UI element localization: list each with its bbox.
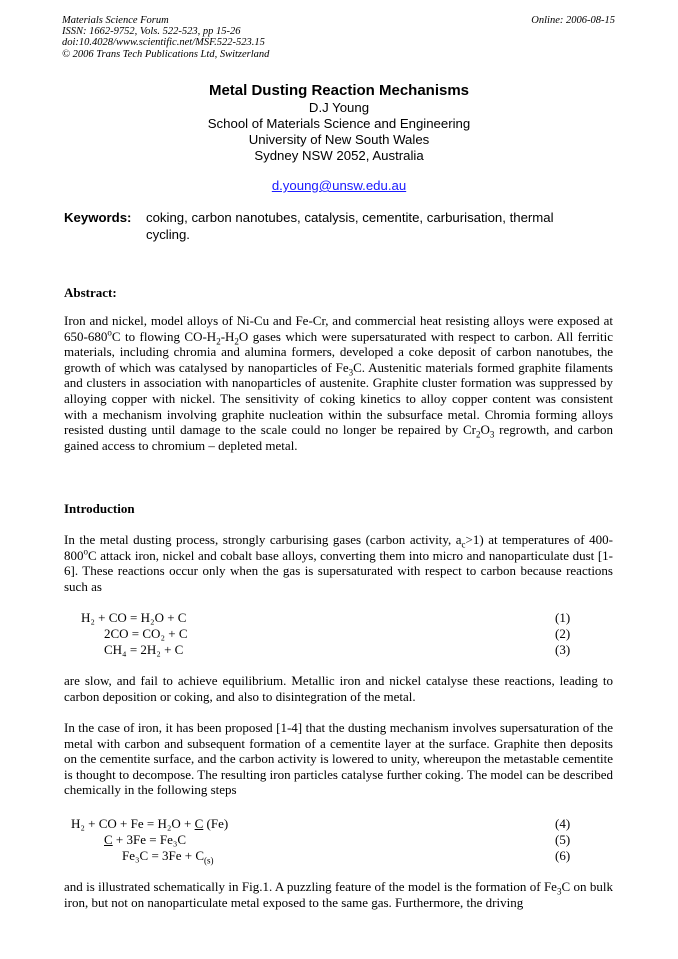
equation-3-number: (3)	[555, 642, 571, 657]
paper-title: Metal Dusting Reaction Mechanisms	[208, 82, 470, 99]
doi-line: doi:10.4028/www.scientific.net/MSF.522-523.15	[62, 37, 265, 49]
introduction-heading: Introduction	[64, 501, 135, 516]
equation-1: H₂ + CO = H₂O + C	[81, 610, 187, 625]
equation-4-number: (4)	[555, 816, 571, 831]
affiliation-address: Sydney NSW 2052, Australia	[254, 148, 424, 163]
issn-line: ISSN: 1662-9752, Vols. 522-523, pp 15-26	[62, 26, 241, 38]
abstract-heading: Abstract:	[64, 285, 117, 300]
equation-3: CH₄ = 2H₂ + C	[104, 642, 184, 657]
copyright-line: © 2006 Trans Tech Publications Ltd, Switzerland	[62, 48, 270, 60]
equation-2-number: (2)	[555, 626, 571, 641]
affiliation-university: University of New South Wales	[248, 132, 430, 147]
intro-paragraph-2: are slow, and fail to achieve equilibrium. Metallic iron and nickel catalyse these reactions, leading to carbon deposition or coking, and also to disintegration of the metal.	[64, 673, 613, 704]
journal-name: Materials Science Forum	[62, 15, 169, 26]
equation-1-number: (1)	[555, 610, 571, 625]
affiliation-school: School of Materials Science and Engineering	[207, 116, 471, 131]
abstract-paragraph: Iron and nickel, model alloys of Ni-Cu and Fe-Cr, and commercial heat resisting alloys were exposed at 650-680$^o$C to flowing $CO-H_2-H_2O$ gases which were supersaturated with respect to carbon. All ferritic materials, including chromia and alumina formers, developed a coke deposit of carbon nanotubes, the growth of which was catalysed by nanoparticles of $Fe_3C$. Austenitic materials formed graphite filaments and clusters in association with nanoparticles of austenite. Graphite cluster formation was suppressed by alloying copper with nickel. The sensitivity of coking kinetics to alloy copper content was consistent with a mechanism involving graphite nucleation within the subsurface metal. Chromia forming alloys resisted dusting until damage to the scale could no longer be repaired by $Cr_2O_3$ regrowth, and carbon gained access to chromium – depleted metal.	[64, 313, 613, 453]
intro-paragraph-1: In the metal dusting process, strongly carburising gases (carbon activity, $a_c>1$) at temperatures of 400-800$^o$C attack iron, nickel and cobalt base alloys, converting them into micro and nanoparticulate dust [1-6]. These reactions occur only when the gas is supersaturated with respect to carbon because reactions such as	[64, 532, 613, 594]
author-name: D.J Young	[308, 100, 370, 115]
equation-2: 2CO = CO₂ + C	[104, 626, 188, 641]
intro-paragraph-4: and is illustrated schematically in Fig.1. A puzzling feature of the model is the formation of $Fe_3C$ on bulk iron, but not on nanoparticulate metal exposed to the same gas. Furthermore, the driving	[64, 879, 613, 910]
equation-6-number: (6)	[555, 848, 571, 863]
equation-5-number: (5)	[555, 832, 571, 847]
equation-4: H₂ + CO + Fe = H₂O + C (Fe)	[71, 816, 229, 831]
online-date: Online: 2006-08-15	[531, 15, 615, 26]
equation-5: C + 3Fe = Fe₃C	[104, 832, 187, 847]
running-header	[62, 15, 269, 60]
intro-paragraph-3: In the case of iron, it has been proposed [1-4] that the dusting mechanism involves supersaturation of the metal with carbon and subsequent formation of a cementite layer at the surface. Graphite then deposits on the cementite surface, and the carbon activity is lowered to unity, whereupon the metastable cementite is thought to decompose. The resulting iron particles catalyse further coking. The model can be described chemically in the following steps	[64, 720, 613, 798]
equation-6: $Fe_3C = 3Fe + C_{(s)}$	[122, 848, 214, 866]
keywords-text: coking, carbon nanotubes, catalysis, cementite, carburisation, thermal cycling.	[146, 210, 554, 242]
email-link[interactable]: d.young@unsw.edu.au	[271, 178, 407, 193]
keywords-label: Keywords:	[64, 210, 132, 225]
email-line	[0, 178, 678, 193]
